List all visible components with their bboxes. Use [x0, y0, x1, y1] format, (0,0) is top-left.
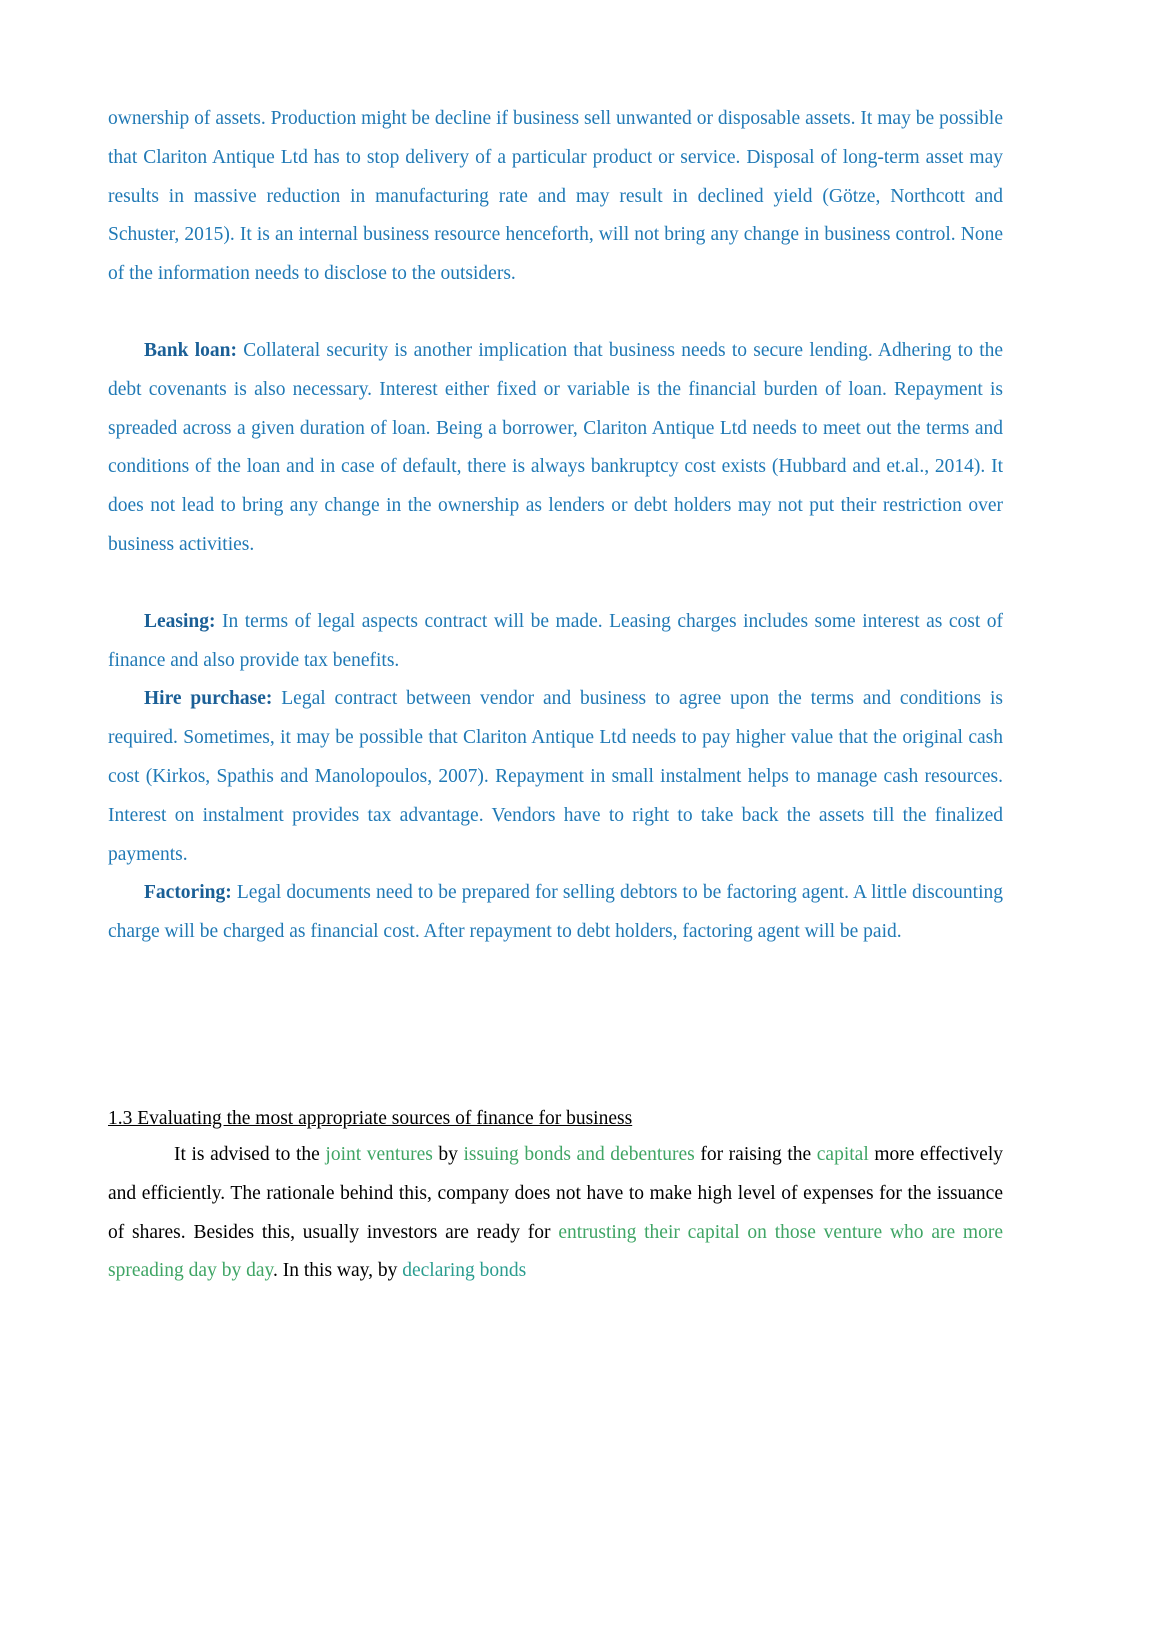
highlight-declaring-bonds: declaring bonds [402, 1260, 527, 1282]
paragraph-hire-purchase [108, 680, 1003, 874]
bank-loan-text: Collateral security is another implication that business needs to secure lending. Adhering to the debt covenants is also necessary. Interest either fixed or variable is the financial burden of loan. Repayment is spreaded across a given duration of loan. Being a borrower, Clariton Antique Ltd needs to meet out the terms and conditions of the loan and in case of default, there is always bankruptcy cost exists (Hubbard and et.al., 2014). It does not lead to bring any change in the ownership as lenders or debt holders may not put their restriction over business activities. [108, 339, 1004, 555]
factoring-text: Legal documents need to be prepared for selling debtors to be factoring agent. A little discounting charge will be charged as financial cost. After repayment to debt holders, factoring agent will be paid. [108, 882, 1003, 943]
paragraph-spacer [108, 294, 1003, 332]
section-text-4: more effectively and efficiently. The rationale behind this, company does not have to make high level of expenses for the issuance of shares. Besides this, usually investors are ready for [108, 1143, 1003, 1243]
paragraph-spacer-2 [108, 565, 1003, 603]
section-heading-1-3: 1.3 Evaluating the most appropriate sources of finance for business [108, 1107, 633, 1129]
paragraph-ownership-of-assets: ownership of assets. Production might be decline if business sell unwanted or disposable assets. It may be possible that Clariton Antique Ltd has to stop delivery of a particular product or service. Disposal of long-term asset may results in massive reduction in manufacturing rate and may result in declined yield (Götze, Northcott and Schuster, 2015). It is an internal business resource henceforth, will not bring any change in business control. None of the information needs to disclose to the outsiders. [108, 108, 1003, 285]
bank-loan-label: Bank loan: [144, 339, 237, 361]
section-text-3: for raising the [694, 1143, 817, 1165]
paragraph-section-1-3-body [108, 1136, 1003, 1291]
paragraph-leasing [108, 603, 1003, 681]
paragraph-bank-loan [108, 332, 1003, 565]
section-text-2: by [432, 1143, 464, 1165]
leasing-label: Leasing: [144, 610, 216, 632]
highlight-issuing-bonds: issuing bonds and debentures [463, 1143, 695, 1165]
hire-purchase-label: Hire purchase: [144, 688, 273, 710]
highlight-joint-ventures: joint ventures [325, 1143, 433, 1165]
highlight-capital: capital [816, 1143, 869, 1165]
section-text-5: . In this way, by [272, 1260, 403, 1282]
paragraph-factoring [108, 874, 1003, 952]
section-text-1: It is advised to the [174, 1143, 326, 1165]
leasing-text: In terms of legal aspects contract will be made. Leasing charges includes some interest as cost of finance and also provide tax benefits. [108, 610, 1003, 671]
section-spacer [108, 952, 1003, 1102]
factoring-label: Factoring: [144, 882, 232, 904]
highlight-entrusting-capital: entrusting their capital on those venture who are more spreading day by day [108, 1221, 1003, 1282]
hire-purchase-text: Legal contract between vendor and business to agree upon the terms and conditions is required. Sometimes, it may be possible that Clariton Antique Ltd needs to pay higher value that the original cash cost (Kirkos, Spathis and Manolopoulos, 2007). Repayment in small instalment helps to manage cash resources. Interest on instalment provides tax advantage. Vendors have to right to take back the assets till the finalized payments. [108, 688, 1003, 865]
